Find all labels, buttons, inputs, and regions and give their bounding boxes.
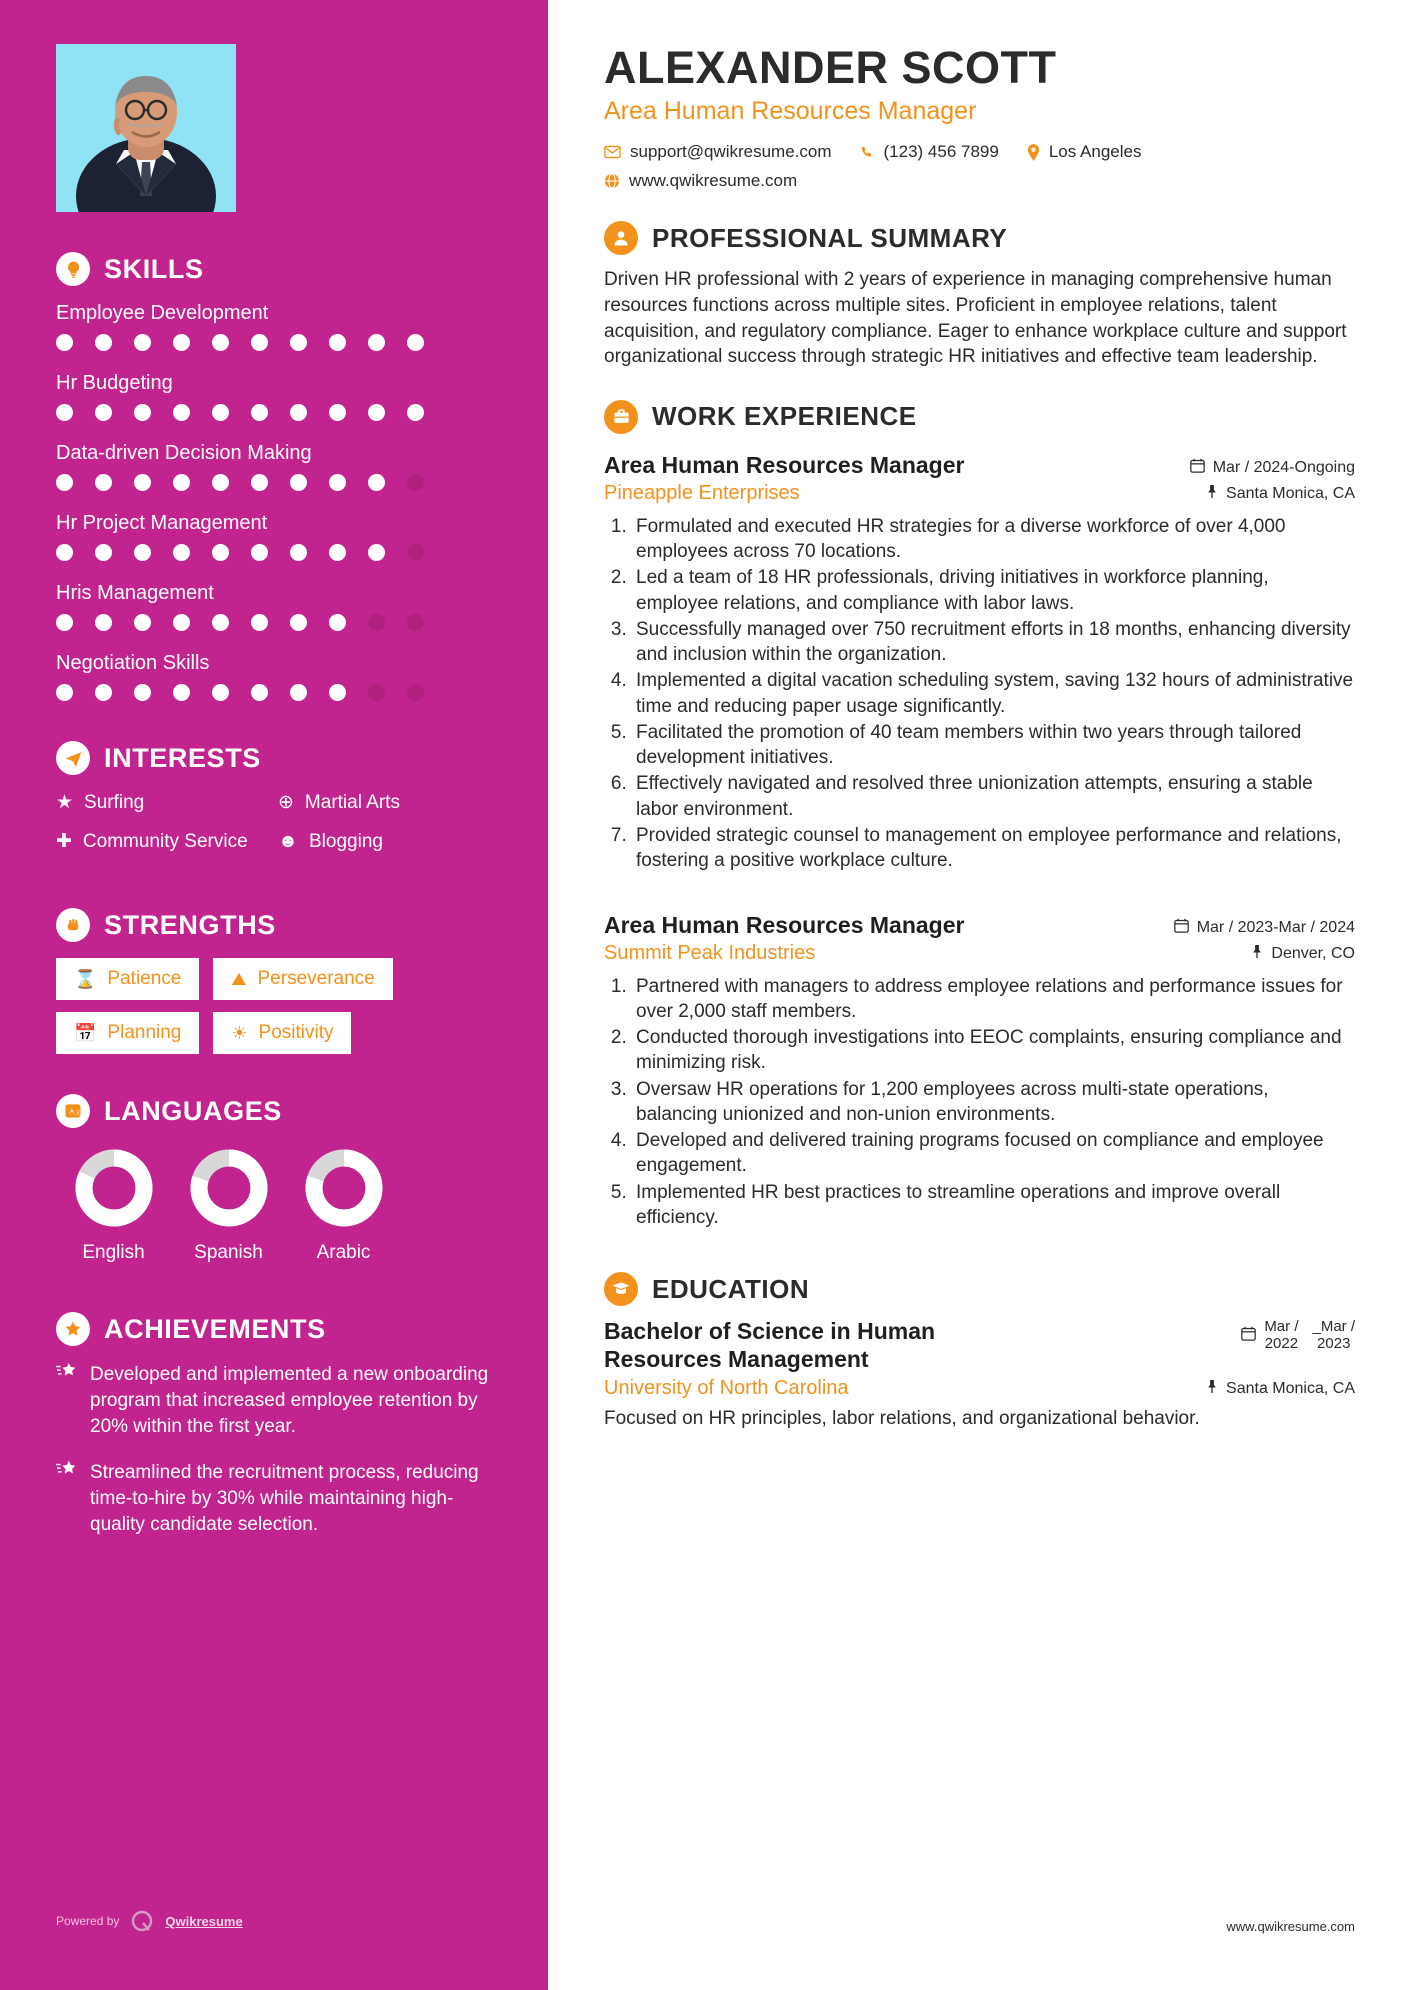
briefcase-icon [604, 400, 638, 434]
main-content [556, 0, 1407, 1990]
skill-dot-filled [95, 404, 112, 421]
calendar-icon [1241, 1326, 1256, 1345]
education-list [604, 1318, 1355, 1432]
skill-dot-filled [134, 544, 151, 561]
skill-dot-filled [290, 334, 307, 351]
strength-item [213, 1012, 351, 1054]
skill-item [56, 442, 500, 491]
skill-dot-filled [329, 404, 346, 421]
skill-dot-filled [290, 474, 307, 491]
jobs-list [604, 452, 1355, 1230]
skill-dot-filled [56, 474, 73, 491]
skill-dot-filled [95, 474, 112, 491]
interest-label: Surfing [84, 792, 145, 813]
qwikresume-logo-icon [129, 1908, 155, 1934]
skill-dot-filled [173, 614, 190, 631]
skill-dot-filled [173, 474, 190, 491]
contact-website[interactable] [604, 171, 797, 191]
education-entry [604, 1318, 1355, 1432]
star-icon: ★ [56, 792, 74, 813]
hand-icon: ✚ [56, 830, 72, 852]
job-bullet: 3. Oversaw HR operations for 1,200 employees across multi-state operations, balancing unionized and non-union environments. [632, 1077, 1355, 1128]
skill-dot-filled [251, 334, 268, 351]
interest-item [56, 830, 278, 855]
skill-dot-filled [251, 474, 268, 491]
fist-icon [56, 908, 90, 942]
job-title: Area Human Resources Manager [604, 451, 965, 478]
skill-item [56, 302, 500, 351]
skill-dot-empty [407, 614, 424, 631]
job-bullet: 3. Successfully managed over 750 recruitment efforts in 18 months, enhancing diversity and inclusion within the organization. [632, 617, 1355, 668]
skill-dot-filled [134, 614, 151, 631]
strengths-section-header [56, 908, 500, 942]
skill-dot-filled [251, 684, 268, 701]
interest-item [56, 791, 278, 816]
job-subheader [604, 942, 1355, 965]
languages-section-header [56, 1094, 500, 1128]
skill-dot-filled [56, 684, 73, 701]
contact-email-text: support@qwikresume.com [630, 142, 832, 162]
language-donut-chart [302, 1146, 386, 1230]
skills-title: SKILLS [104, 253, 204, 284]
skill-dot-filled [329, 544, 346, 561]
education-section-header [604, 1272, 1355, 1306]
achievement-item [56, 1460, 500, 1538]
achievements-list [56, 1362, 500, 1538]
interest-item [278, 791, 500, 816]
strengths-title: STRENGTHS [104, 909, 276, 940]
skills-section-header [56, 252, 500, 286]
experience-title: WORK EXPERIENCE [652, 401, 917, 432]
skill-dot-filled [173, 334, 190, 351]
skill-dot-filled [173, 544, 190, 561]
summary-section-header [604, 221, 1355, 255]
skill-dot-filled [95, 684, 112, 701]
contact-website-text: www.qwikresume.com [629, 171, 798, 191]
achievements-title: ACHIEVEMENTS [104, 1313, 326, 1344]
education-school: University of North Carolina [604, 1377, 849, 1400]
language-label: Arabic [316, 1242, 371, 1264]
job-bullet: 2. Led a team of 18 HR professionals, driving initiatives in workforce planning, employee relations, and compliance with labor laws. [632, 565, 1355, 616]
job-date-text: Mar / 2023-Mar / 2024 [1196, 918, 1355, 936]
job-location [1251, 944, 1355, 964]
interests-section-header [56, 741, 500, 775]
graduate-icon [604, 1272, 638, 1306]
skill-dot-filled [290, 544, 307, 561]
envelope-icon [604, 145, 621, 159]
skill-dot-filled [56, 404, 73, 421]
education-description: Focused on HR principles, labor relations, and organizational behavior. [604, 1408, 1200, 1430]
skill-dot-filled [251, 614, 268, 631]
interest-item [278, 830, 500, 855]
job-entry [604, 912, 1355, 1231]
skill-dot-filled [134, 404, 151, 421]
skill-dot-filled [212, 544, 229, 561]
interests-list [56, 791, 500, 868]
skill-name: Hris Management [56, 582, 214, 604]
education-degree: Bachelor of Science in Human Resources Management [604, 1318, 936, 1372]
location-pin-icon [1206, 1379, 1218, 1399]
skill-dot-filled [56, 334, 73, 351]
skill-dot-empty [368, 684, 385, 701]
job-entry [604, 452, 1355, 874]
skill-dot-filled [95, 544, 112, 561]
skill-dot-filled [251, 404, 268, 421]
contact-email[interactable] [604, 142, 832, 162]
education-end-year: 2023 [1317, 1335, 1351, 1353]
sun-icon: ☀ [231, 1022, 248, 1043]
skill-dot-filled [212, 614, 229, 631]
job-subheader [604, 482, 1355, 505]
experience-section-header [604, 400, 1355, 434]
skill-rating-dots [56, 544, 500, 561]
education-date [1241, 1318, 1355, 1353]
skill-item [56, 512, 500, 561]
interest-label: Blogging [309, 830, 383, 852]
translate-icon [56, 1094, 90, 1128]
job-company: Pineapple Enterprises [604, 481, 800, 504]
skill-dot-filled [407, 334, 424, 351]
svg-text:A: A [69, 1108, 75, 1116]
mountain-icon: ⛰ [231, 968, 247, 989]
languages-list [56, 1146, 500, 1264]
interests-title: INTERESTS [104, 742, 261, 773]
calendar-icon [1190, 458, 1205, 478]
education-title: EDUCATION [652, 1273, 810, 1304]
job-bullet: 4. Implemented a digital vacation scheduling system, saving 132 hours of administrative time and reducing paper usage significantly. [632, 668, 1355, 719]
skill-dot-empty [368, 614, 385, 631]
language-donut-chart [187, 1146, 271, 1230]
location-pin-icon [1251, 944, 1263, 964]
skill-dot-filled [290, 684, 307, 701]
skill-rating-dots [56, 404, 500, 421]
education-subheader [604, 1377, 1355, 1400]
skills-list [56, 302, 500, 701]
education-location-text: Santa Monica, CA [1226, 1380, 1355, 1398]
skill-dot-filled [407, 404, 424, 421]
job-bullet-list [632, 974, 1355, 1231]
calendar-icon [1174, 918, 1189, 938]
phone-icon [860, 145, 875, 160]
strength-label: Planning [107, 1022, 182, 1044]
people-icon: ☻ [278, 830, 298, 852]
skill-dot-filled [173, 684, 190, 701]
lightbulb-icon [56, 252, 90, 286]
skill-dot-empty [407, 684, 424, 701]
job-date [1190, 458, 1355, 478]
education-start-year: 2022 [1264, 1335, 1299, 1353]
strength-label: Patience [107, 968, 182, 990]
skill-dot-filled [329, 334, 346, 351]
language-item [286, 1146, 401, 1264]
skill-dot-empty [407, 474, 424, 491]
skill-dot-filled [212, 334, 229, 351]
paper-plane-icon [56, 741, 90, 775]
globe-icon [604, 173, 620, 189]
education-location [1206, 1379, 1355, 1399]
qwikresume-brand[interactable]: Qwikresume [165, 1913, 243, 1929]
skill-dot-filled [368, 404, 385, 421]
contact-row-primary [604, 142, 1355, 162]
language-donut-chart [72, 1146, 156, 1230]
strength-label: Positivity [258, 1022, 334, 1044]
job-bullet: 1. Partnered with managers to address employee relations and performance issues for over 2,000 staff members. [632, 974, 1355, 1025]
skill-dot-filled [134, 684, 151, 701]
languages-title: LANGUAGES [104, 1095, 282, 1126]
contact-list [604, 142, 1355, 191]
skill-dot-empty [407, 544, 424, 561]
job-header [604, 452, 1355, 479]
education-date-separator: _ [1312, 1318, 1321, 1336]
skill-rating-dots [56, 334, 500, 351]
skill-name: Hr Budgeting [56, 372, 173, 394]
achievement-item [56, 1362, 500, 1440]
job-header [604, 912, 1355, 939]
strength-item [213, 958, 392, 1000]
skill-name: Data-driven Decision Making [56, 442, 312, 464]
location-pin-icon [1206, 484, 1218, 504]
svg-text:文: 文 [74, 1110, 81, 1117]
interest-label: Martial Arts [304, 792, 400, 813]
avatar [56, 44, 236, 212]
skill-dot-filled [212, 474, 229, 491]
page-title: ALEXANDER SCOTT [604, 42, 1057, 93]
language-item [56, 1146, 171, 1264]
contact-phone[interactable] [860, 142, 999, 162]
skill-dot-filled [56, 614, 73, 631]
location-pin-icon [1027, 144, 1040, 161]
footer-website: www.qwikresume.com [1226, 1919, 1355, 1934]
summary-text: Driven HR professional with 2 years of experience in managing comprehensive human resources functions across multiple sites. Proficient in employee relations, talent acquisition, and regulatory compliance. Eager to enhance workplace culture and support organizational success through strategic HR initiatives and effective team leadership. [604, 269, 1347, 368]
job-title: Area Human Resources Manager [604, 911, 965, 938]
shooting-star-icon [56, 1362, 78, 1440]
strengths-list [56, 958, 500, 1054]
skill-name: Hr Project Management [56, 512, 268, 534]
skill-dot-filled [212, 404, 229, 421]
job-date [1174, 918, 1355, 938]
job-location-text: Denver, CO [1271, 944, 1355, 962]
shooting-star-icon [56, 1460, 78, 1538]
strength-label: Perseverance [257, 968, 375, 990]
job-bullet: 4. Developed and delivered training programs focused on compliance and employee engagement. [632, 1128, 1355, 1179]
skill-dot-filled [173, 404, 190, 421]
achievement-text: Developed and implemented a new onboarding program that increased employee retention by 20% within the first year. [90, 1364, 489, 1438]
person-icon [604, 221, 638, 255]
skill-dot-filled [95, 334, 112, 351]
skill-dot-filled [212, 684, 229, 701]
contact-location [1027, 142, 1142, 162]
portrait-photo-icon [56, 44, 236, 212]
education-header [604, 1318, 1355, 1373]
skill-item [56, 652, 500, 701]
skill-dot-filled [368, 334, 385, 351]
skill-rating-dots [56, 614, 500, 631]
achievement-text: Streamlined the recruitment process, reducing time-to-hire by 30% while maintaining high-quality candidate selection. [90, 1462, 479, 1536]
skill-dot-filled [329, 614, 346, 631]
job-location [1206, 484, 1355, 504]
calendar-icon: 📅 [74, 1022, 97, 1043]
skill-rating-dots [56, 474, 500, 491]
star-badge-icon [56, 1312, 90, 1346]
skill-dot-filled [134, 334, 151, 351]
skill-name: Employee Development [56, 302, 269, 324]
job-company: Summit Peak Industries [604, 941, 816, 964]
achievements-section-header [56, 1312, 500, 1346]
powered-by-label: Powered by [56, 1914, 120, 1928]
powered-by [56, 1908, 243, 1934]
skill-dot-filled [290, 614, 307, 631]
language-label: Spanish [194, 1242, 263, 1264]
skill-rating-dots [56, 684, 500, 701]
job-bullet: 1. Formulated and executed HR strategies for a diverse workforce of over 4,000 employees across 70 locations. [632, 514, 1355, 565]
skill-name: Negotiation Skills [56, 652, 210, 674]
globe-icon: ⊕ [278, 792, 294, 813]
summary-title: PROFESSIONAL SUMMARY [652, 222, 1008, 253]
skill-dot-filled [368, 544, 385, 561]
education-end-month: Mar / [1320, 1318, 1355, 1336]
interest-label: Community Service [82, 830, 248, 852]
strength-item [56, 958, 199, 1000]
contact-location-text: Los Angeles [1048, 142, 1142, 162]
job-bullet: 5. Facilitated the promotion of 40 team members within two years through tailored development initiatives. [632, 720, 1355, 771]
education-start-month: Mar / [1264, 1318, 1299, 1336]
language-item [171, 1146, 286, 1264]
skill-dot-filled [251, 544, 268, 561]
job-role-subtitle: Area Human Resources Manager [604, 97, 977, 126]
skill-dot-filled [368, 474, 385, 491]
skill-dot-filled [290, 404, 307, 421]
skill-item [56, 582, 500, 631]
job-bullet: 2. Conducted thorough investigations into EEOC complaints, ensuring compliance and minimizing risk. [632, 1025, 1355, 1076]
job-location-text: Santa Monica, CA [1226, 484, 1355, 502]
skill-item [56, 372, 500, 421]
contact-phone-text: (123) 456 7899 [883, 142, 999, 162]
job-date-text: Mar / 2024-Ongoing [1212, 458, 1355, 476]
job-bullet: 7. Provided strategic counsel to management on employee performance and relations, fostering a positive workplace culture. [632, 823, 1355, 874]
skill-dot-filled [329, 474, 346, 491]
skill-dot-filled [56, 544, 73, 561]
skill-dot-filled [134, 474, 151, 491]
skill-dot-filled [329, 684, 346, 701]
skill-dot-filled [95, 614, 112, 631]
sidebar [0, 0, 556, 1990]
hourglass-icon: ⌛ [74, 968, 97, 989]
job-bullet: 5. Implemented HR best practices to streamline operations and improve overall efficiency. [632, 1180, 1355, 1231]
contact-row-secondary [604, 171, 1355, 191]
job-bullet-list [632, 514, 1355, 874]
language-label: English [82, 1242, 145, 1264]
job-bullet: 6. Effectively navigated and resolved three unionization attempts, ensuring a stable labor environment. [632, 771, 1355, 822]
strength-item [56, 1012, 199, 1054]
